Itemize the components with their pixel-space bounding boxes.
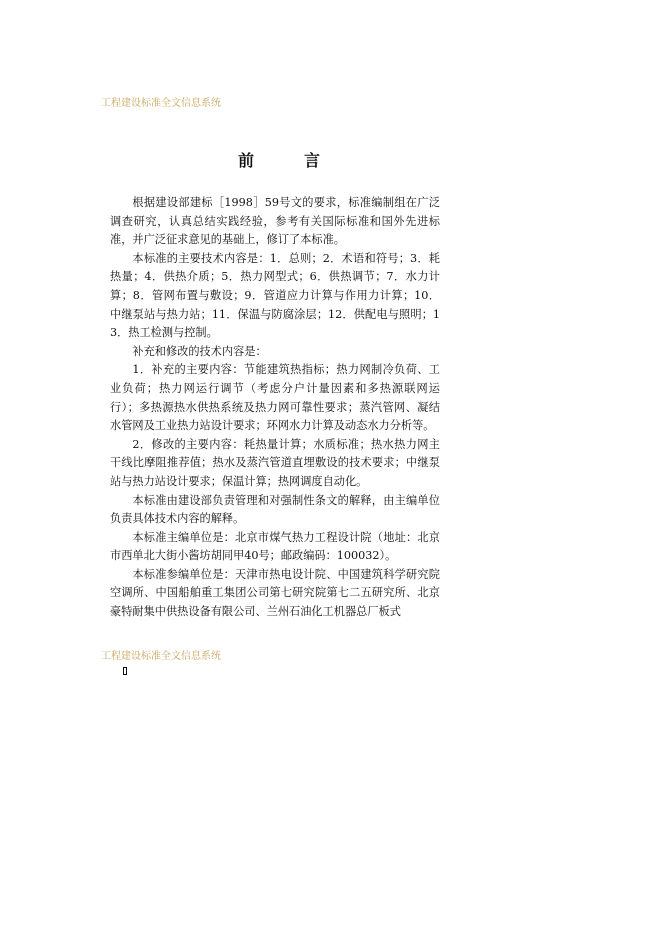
paragraph-4: 1．补充的主要内容：节能建筑热指标；热力网制冷负荷、工业负荷；热力网运行调节（考虑分户计量因素和多热源联网运行）；多热源热水供热系统及热力网可靠性要求；蒸汽管网、凝结水管网及工业热力站设计要求；环网水力计算及动态水力分析等。 — [110, 363, 440, 433]
paragraph-7: 本标准主编单位是：北京市煤气热力工程设计院（地址：北京市西单北大街小酱坊胡同甲40号；邮政编码：100032）。 — [110, 530, 440, 563]
paragraph-5: 2．修改的主要内容：耗热量计算；水质标准；热水热力网主干线比摩阻推荐值；热水及蒸汽管道直埋敷设的技术要求；中继泵站与热力站设计要求；保温计算；热网调度自动化。 — [110, 437, 440, 488]
page-title: 前 言 — [238, 151, 320, 170]
paragraph-2: 本标准的主要技术内容是：1．总则；2．术语和符号；3．耗热量；4．供热介质；5．热力网型式；6．供热调节；7．水力计算；8．管网布置与敷设；9．管道应力计算与作用力计算；10．中继泵站与热力站；11．保温与防腐涂层；12．供配电与照明；13．热工检测与控制。 — [110, 251, 440, 340]
paragraph-6: 本标准由建设部负责管理和对强制性条文的解释，由主编单位负责具体技术内容的解释。 — [110, 493, 440, 526]
paragraph-8: 本标准参编单位是：天津市热电设计院、中国建筑科学研究院空调所、中国船舶重工集团公司第七研究院第七二五研究所、北京豪特耐集中供热设备有限公司、兰州石油化工机器总厂板式 — [110, 567, 440, 619]
watermark-top: 工程建设标准全文信息系统 — [101, 98, 221, 109]
paragraph-1: 根据建设部建标［1998］59号文的要求，标准编制组在广泛调查研究，认真总结实践经验，参考有关国际标准和国外先进标准，并广泛征求意见的基础上，修订了本标准。 — [110, 196, 440, 247]
paragraph-3: 补充和修改的技术内容是： — [132, 344, 267, 358]
preface-body — [110, 194, 440, 622]
text-cursor-icon — [123, 667, 127, 675]
watermark-bottom: 工程建设标准全文信息系统 — [101, 651, 221, 662]
